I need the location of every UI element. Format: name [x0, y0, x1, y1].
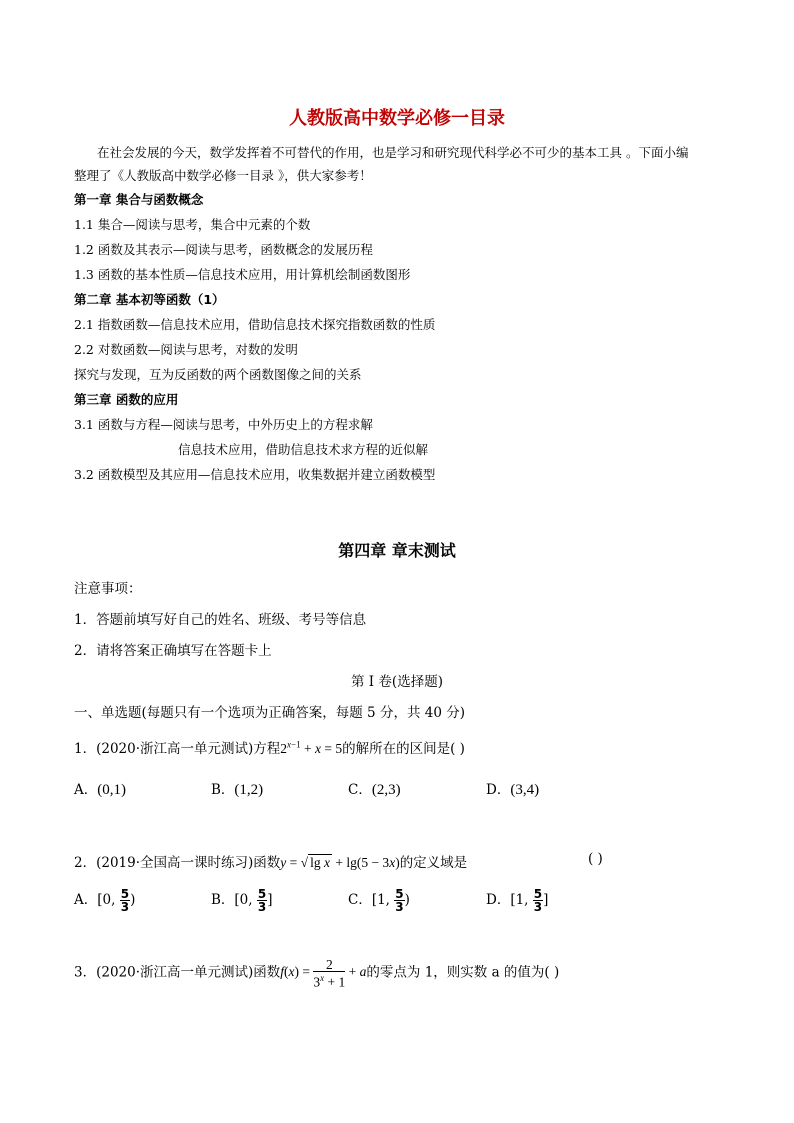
chapter-1-heading: 第一章 集合与函数概念: [74, 192, 204, 207]
q2-prefix: 2．(2019·全国高一课时练习)函数: [74, 855, 281, 871]
q2-equation: y = √ lg x + lg(5 − 3x): [280, 855, 400, 870]
q1-option-a[interactable]: A．(0,1): [74, 782, 126, 798]
volume-label: 第 I 卷(选择题): [351, 674, 443, 690]
section-heading: 一、单选题(每题只有一个选项为正确答案，每题 5 分，共 40 分): [74, 705, 465, 721]
q2-option-a[interactable]: A．[0, $\frac{5}{3}$ ): [74, 887, 136, 914]
q2-option-b[interactable]: B．[0, $\frac{5}{3}$ ]: [211, 887, 273, 914]
q1-option-c[interactable]: C．(2,3): [348, 782, 401, 798]
note-1: 1．答题前填写好自己的姓名、班级、考号等信息: [74, 612, 367, 628]
q1-option-b[interactable]: B．(1,2): [211, 782, 264, 798]
question-3: [74, 958, 559, 989]
q1-option-d[interactable]: D．(3,4): [486, 782, 540, 798]
q1-equation: $2^{x-1} + x = 5$: [280, 739, 343, 756]
toc-item-3-2: 3.2 函数模型及其应用—信息技术应用，收集数据并建立函数模型: [74, 467, 436, 482]
toc-item-3-1: 3.1 函数与方程—阅读与思考，中外历史上的方程求解: [74, 417, 373, 432]
toc-item-2-1: 2.1 指数函数—信息技术应用，借助信息技术探究指数函数的性质: [74, 317, 436, 332]
test-heading: 第四章 章末测试: [338, 541, 456, 560]
question-1: [74, 737, 465, 757]
question-2: [74, 851, 467, 871]
q1-suffix: 的解所在的区间是( ): [342, 741, 465, 757]
q2-option-c[interactable]: C．[1, $\frac{5}{3}$ ): [348, 887, 410, 914]
toc-title: 人教版高中数学必修一目录: [289, 108, 505, 129]
toc-item-3-1b: 信息技术应用，借助信息技术求方程的近似解: [178, 442, 429, 457]
chapter-2-heading: 第二章 基本初等函数（1）: [74, 292, 225, 307]
q3-suffix: 的零点为 1，则实数 a 的值为( ): [366, 964, 560, 981]
q2-answer-paren: ( ): [588, 851, 603, 867]
q2-option-d[interactable]: D．[1, $\frac{5}{3}$ ]: [486, 887, 549, 914]
q1-prefix: 1．(2020·浙江高一单元测试)方程: [74, 741, 281, 757]
q3-prefix: 3．(2020·浙江高一单元测试)函数: [74, 964, 281, 981]
toc-item-2-2: 2.2 对数函数—阅读与思考，对数的发明: [74, 342, 298, 357]
toc-item-2-3: 探究与发现，互为反函数的两个函数图像之间的关系: [74, 367, 362, 382]
toc-item-1-3: 1.3 函数的基本性质—信息技术应用，用计算机绘制函数图形: [74, 267, 411, 282]
intro-line-1: 在社会发展的今天，数学发挥着不可替代的作用，也是学习和研究现代科学必不可少的基本工具 。下面小编: [97, 145, 689, 160]
toc-item-1-2: 1.2 函数及其表示—阅读与思考，函数概念的发展历程: [74, 242, 373, 257]
chapter-3-heading: 第三章 函数的应用: [74, 392, 179, 407]
q3-equation: f(x) = $\frac{2}{3^x + 1}$ + a: [280, 957, 367, 990]
notes-label: 注意事项：: [74, 581, 142, 597]
q2-suffix: 的定义域是: [399, 855, 468, 871]
intro-line-2: 整理了《人教版高中数学必修一目录 》，供大家参考！: [74, 168, 372, 183]
note-2: 2．请将答案正确填写在答题卡上: [74, 643, 272, 659]
toc-item-1-1: 1.1 集合—阅读与思考，集合中元素的个数: [74, 217, 311, 232]
